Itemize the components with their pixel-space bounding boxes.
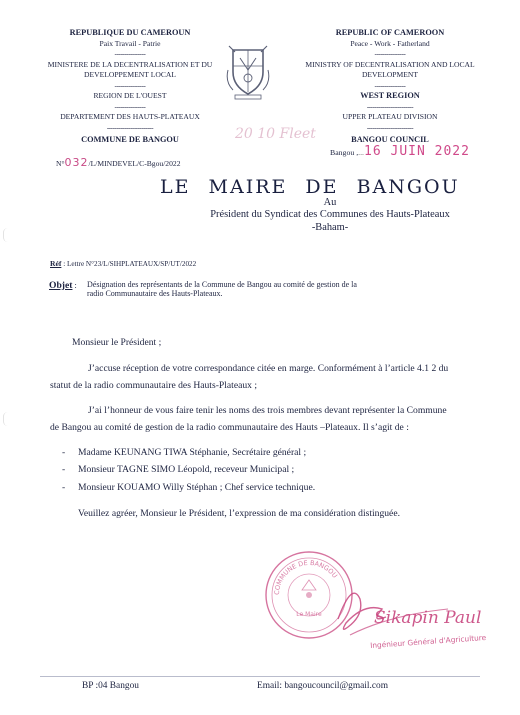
- closing-formula: Veuillez agréer, Monsieur le Président, l’expression de ma considération distinguée.: [78, 508, 400, 519]
- reference-prefix: N°: [56, 159, 65, 168]
- member-item: - Monsieur TAGNE SIMO Léopold, receveur Municipal ;: [62, 464, 295, 475]
- footer-rule: [40, 676, 480, 677]
- header-left: [32, 28, 228, 146]
- salutation: Monsieur le Président ;: [72, 337, 162, 348]
- member-item: - Madame KEUNANG TIWA Stéphanie, Secrétaire général ;: [62, 447, 307, 458]
- subject-text: Désignation des représentants de la Commune de Bangou au comité de gestion de la radio Communautaire des Hauts-Plateaux.: [87, 280, 357, 299]
- paragraph-2-line-2: de Bangou au comité de gestion de la radio communautaire des Hauts –Plateaux. Il s’agit de :: [50, 422, 409, 433]
- footer-po-box: BP :04 Bangou: [82, 681, 139, 691]
- divider: ----------------: [114, 50, 146, 58]
- ministry-fr: MINISTERE DE LA DECENTRALISATION ET DU DEVELOPPEMENT LOCAL: [47, 59, 213, 79]
- cameroon-coat-of-arms-icon: [225, 40, 271, 102]
- reference-number: 032: [64, 156, 89, 169]
- country-en: REPUBLIC OF CAMEROON: [335, 28, 445, 37]
- reference-suffix: /L/MINDEVEL/C-Bgou/2022: [88, 159, 181, 168]
- ref-text: : Lettre N°23/L/SIHPLATEAUX/SP/UT/2022: [63, 260, 197, 268]
- addressee-line2: -Baham-: [311, 222, 349, 233]
- punch-hole-mark: [3, 228, 12, 242]
- letter-date: Bangou ,...16 JUIN 2022: [330, 144, 470, 159]
- seal-center-text: Le Maire: [296, 611, 322, 618]
- letter-title: LE MAIRE DE BANGOU: [160, 176, 460, 198]
- divider: ----------------: [114, 102, 146, 111]
- commune-name: COMMUNE DE BANGOU: [81, 135, 179, 144]
- divider: ------------------------: [366, 102, 414, 111]
- date-place: Bangou ,: [330, 148, 359, 157]
- ministry-en: MINISTRY OF DECENTRALISATION AND LOCAL DEVELOPMENT: [305, 59, 475, 79]
- handwritten-note: 20 10 Fleet: [235, 126, 316, 142]
- letter-reference: [56, 156, 181, 169]
- paragraph-2-line-1: J’ai l’honneur de vous faire tenir les noms des trois membres devant représenter la Commune: [88, 405, 447, 416]
- signatory-title: Ingénieur Général d'Agriculture: [369, 632, 487, 651]
- divider: ----------------: [374, 81, 406, 90]
- subject-colon: :: [74, 281, 77, 290]
- region-fr: REGION DE L'OUEST: [93, 91, 167, 100]
- divider: ------------------------: [366, 123, 414, 132]
- subject-block: [49, 280, 357, 299]
- ref-line: [50, 259, 196, 268]
- ref-label: Réf: [50, 259, 62, 268]
- date-stamp: 16 JUIN 2022: [364, 144, 470, 159]
- council-name: BANGOU COUNCIL: [351, 135, 429, 144]
- addressee-to: Au: [323, 197, 337, 208]
- division-en: UPPER PLATEAU DIVISION: [342, 112, 438, 121]
- divider: ----------------: [374, 50, 406, 58]
- divider: ------------------------: [106, 123, 154, 132]
- seal-text: COMMUNE DE BANGOU: [272, 558, 339, 596]
- punch-hole-mark: [3, 412, 12, 426]
- paragraph-1-line-1: J’accuse réception de votre correspondance citée en marge. Conformément à l’article 4.1 2 du: [88, 363, 449, 374]
- member-item: - Monsieur KOUAMO Willy Stéphan ; Chef service technique.: [62, 482, 316, 493]
- paragraph-1-line-2: statut de la radio communautaire des Hauts-Plateaux ;: [50, 380, 258, 391]
- department-fr: DEPARTEMENT DES HAUTS-PLATEAUX: [60, 112, 200, 121]
- subject-label: Objet: [49, 280, 73, 291]
- motto-fr: Paix Travail - Patrie: [99, 38, 161, 48]
- country-fr: REPUBLIQUE DU CAMEROUN: [69, 28, 191, 37]
- region-en: WEST REGION: [360, 91, 420, 100]
- footer-email: Email: bangoucouncil@gmail.com: [257, 681, 388, 691]
- signatory-name: Sikapin Paul: [374, 608, 482, 628]
- divider: ----------------: [114, 81, 146, 90]
- addressee-line1: Président du Syndicat des Communes des Hauts-Plateaux: [210, 209, 450, 220]
- header-right: [292, 28, 488, 146]
- motto-en: Peace - Work - Fatherland: [350, 38, 430, 48]
